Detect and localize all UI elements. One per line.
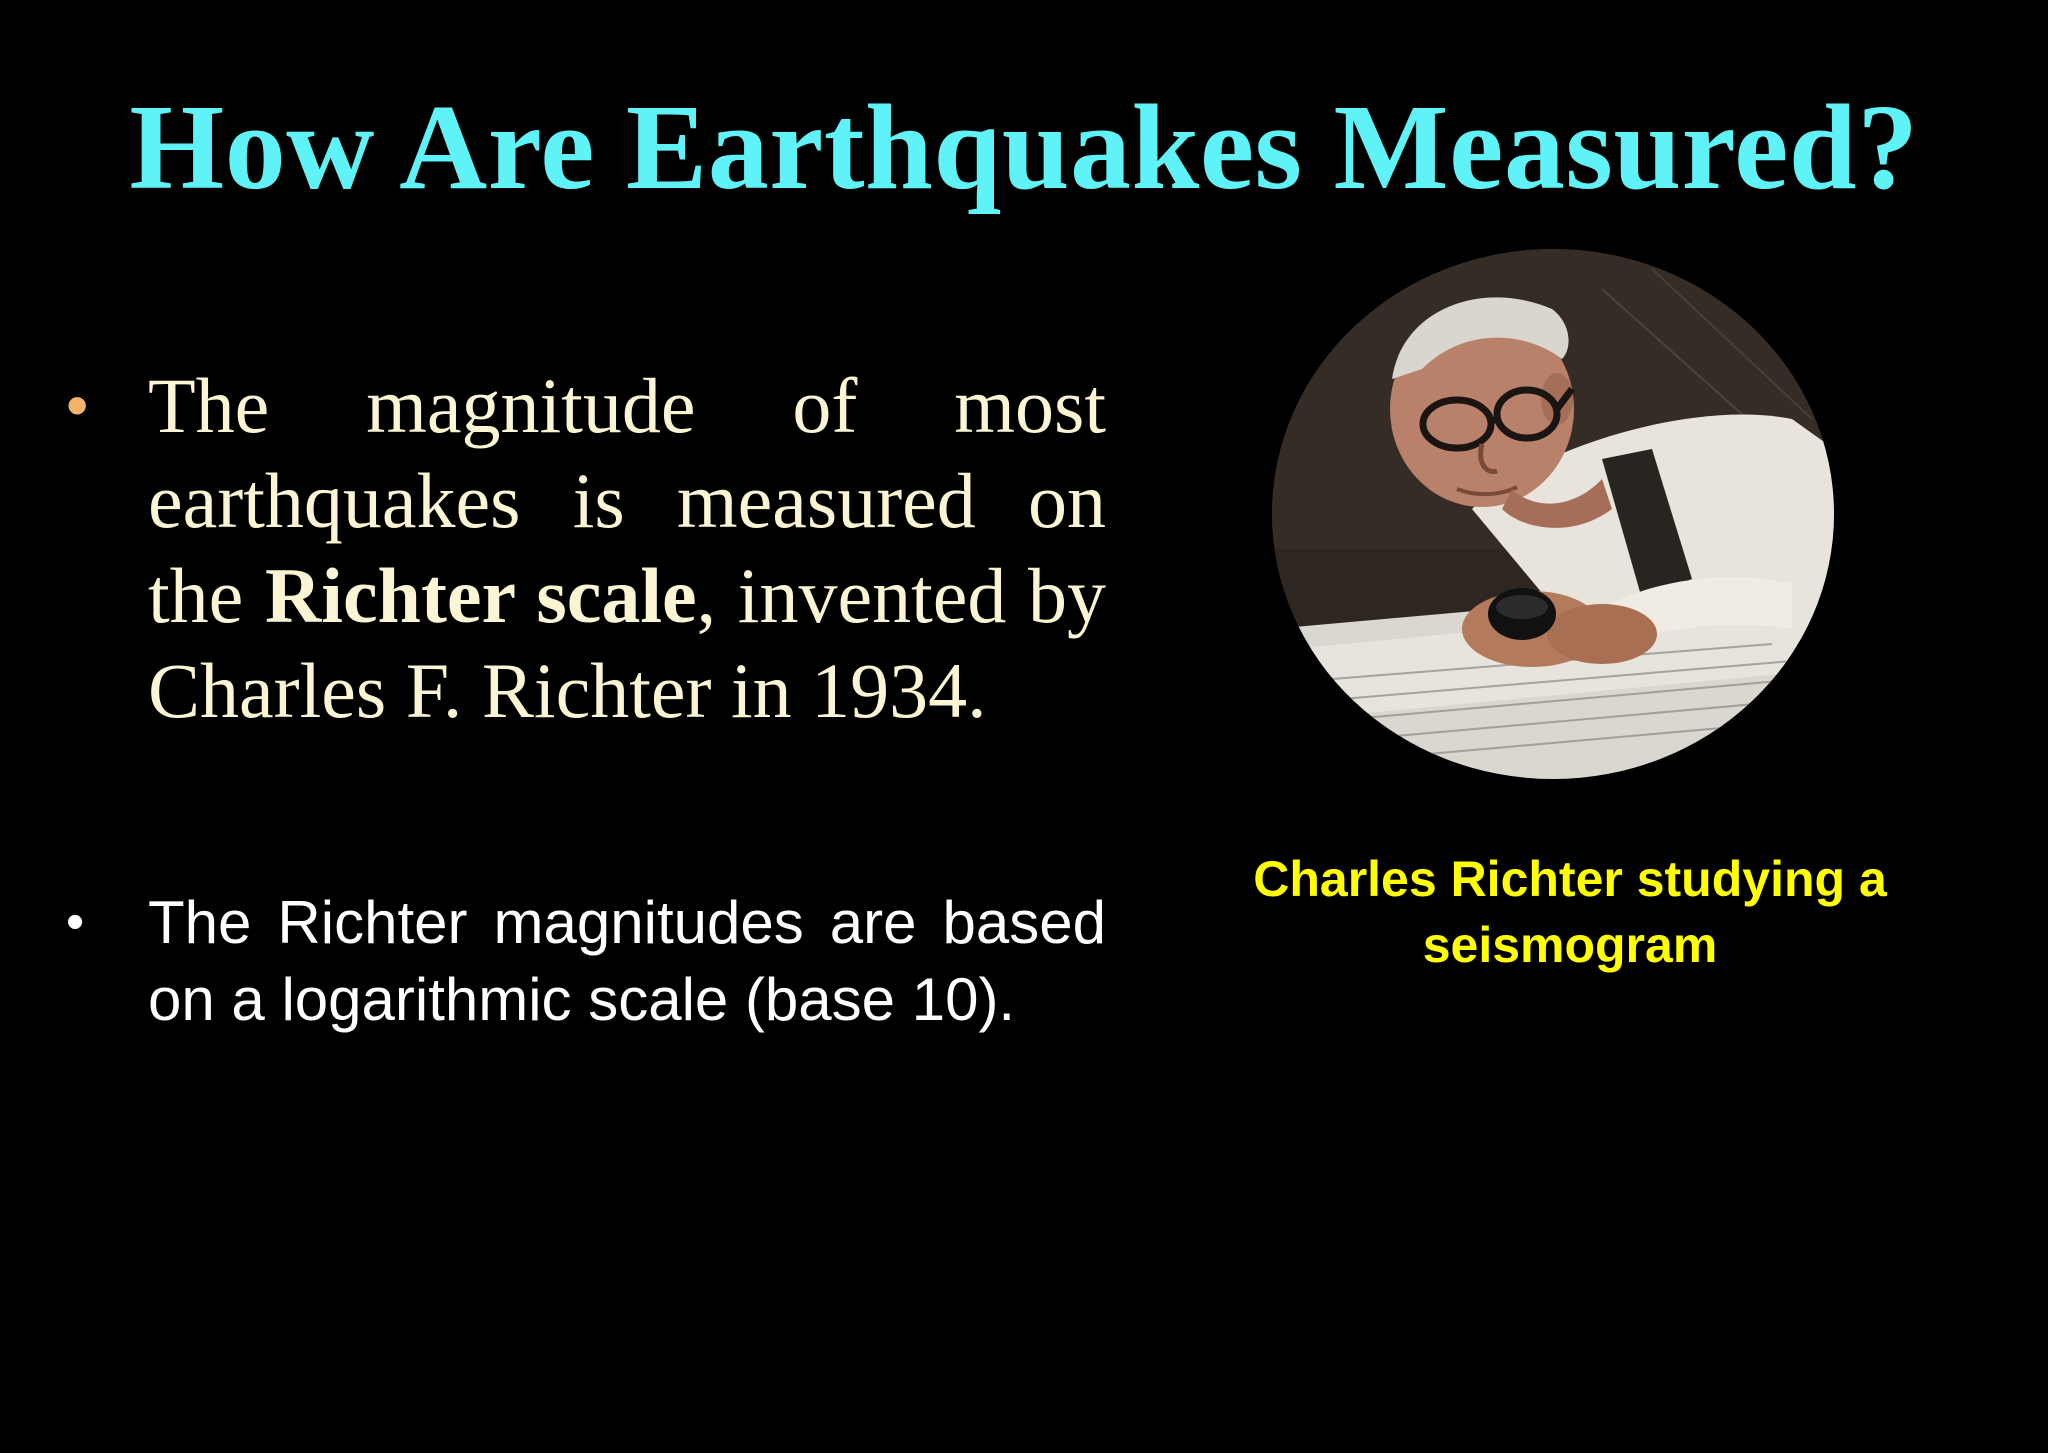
bullet-marker: •	[66, 369, 89, 441]
photo-caption: Charles Richter studying a seismogram	[1253, 851, 1887, 973]
bullet-text	[148, 358, 1106, 738]
bullet-text: The Richter magnitudes are based on a logarithmic scale (base 10).	[148, 889, 1106, 1033]
richter-photo	[1272, 249, 1834, 779]
bullet-text-bold: Richter scale	[264, 552, 697, 639]
bullet-logarithmic	[66, 884, 1106, 1038]
bullet-richter-scale	[66, 358, 1106, 738]
slide-title: How Are Earthquakes Measured?	[129, 80, 1919, 215]
bullet-marker: •	[66, 893, 85, 951]
bullet-text-end: , invented by Charles F. Richter in 1934.	[148, 552, 1107, 734]
bullet-text-start: The magnitude of most earthquakes is measured on the	[148, 362, 1106, 639]
